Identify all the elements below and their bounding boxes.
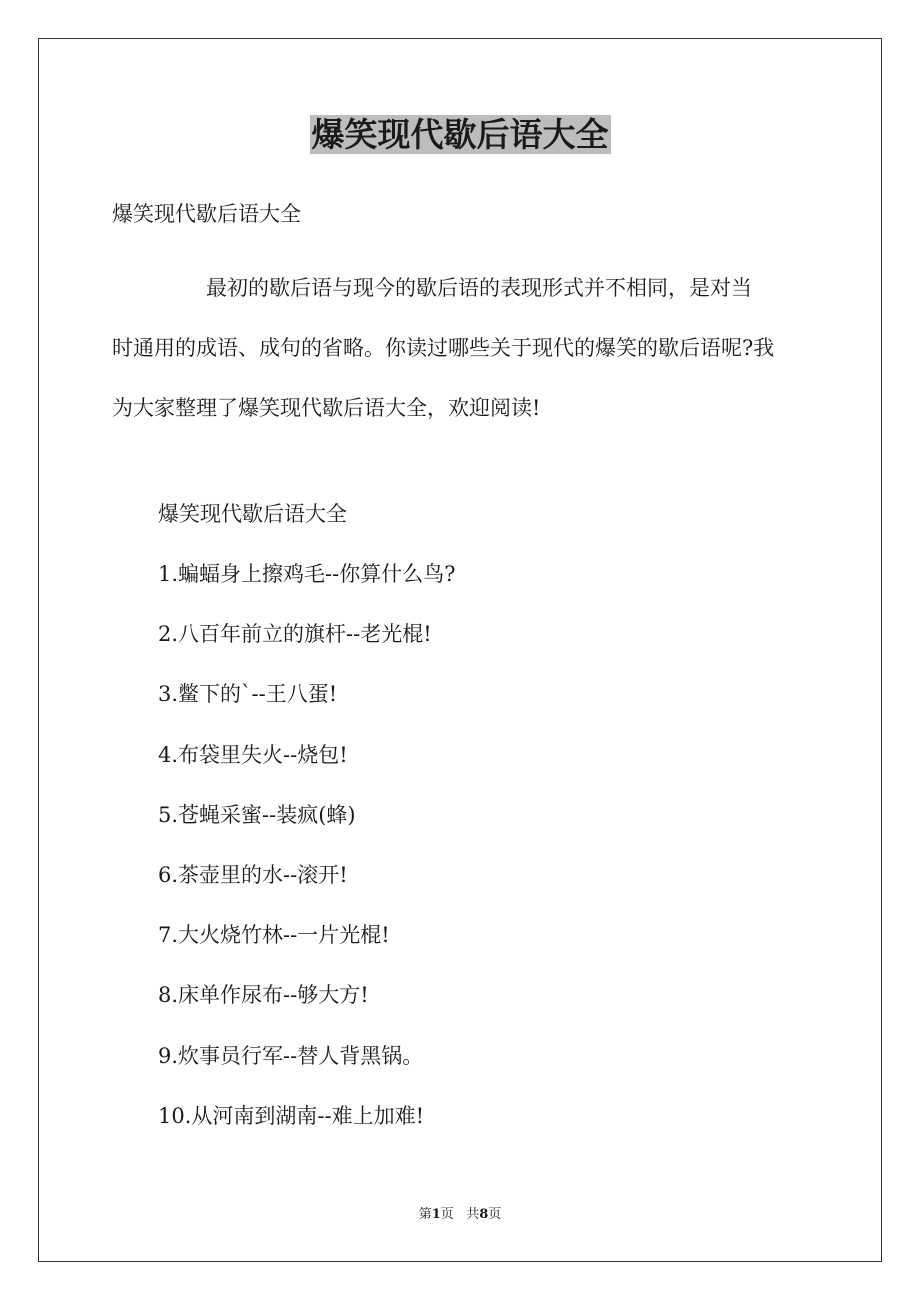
page-footer — [0, 1206, 920, 1224]
list-item: 9.炊事员行军--替人背黑锅。 — [158, 1043, 424, 1068]
page-prefix: 第 — [418, 1207, 432, 1222]
document-title — [0, 112, 920, 158]
list-item: 7.大火烧竹林--一片光棍! — [158, 923, 390, 948]
list-item: 5.苍蝇采蜜--装疯(蜂) — [158, 802, 356, 827]
page-number: 1 — [431, 1207, 441, 1222]
document-subtitle: 爆笑现代歇后语大全 — [112, 202, 301, 226]
intro-line-2: 时通用的成语、成句的省略。你读过哪些关于现代的爆笑的歇后语呢?我 — [112, 336, 775, 360]
total-pages: 8 — [479, 1207, 489, 1222]
page-suffix: 页 — [440, 1207, 454, 1222]
list-item: 10.从河南到湖南--难上加难! — [158, 1103, 425, 1128]
document-title-text: 爆笑现代歇后语大全 — [311, 115, 609, 154]
section-heading: 爆笑现代歇后语大全 — [158, 502, 347, 526]
list-item: 4.布袋里失火--烧包! — [158, 742, 348, 767]
list-item: 1.蝙蝠身上擦鸡毛--你算什么鸟? — [158, 562, 456, 586]
saying-list — [158, 558, 456, 1160]
list-item: 2.八百年前立的旗杆--老光棍! — [158, 622, 432, 647]
list-item: 3.鳖下的`--王八蛋! — [158, 682, 338, 707]
list-item: 6.茶壶里的水--滚开! — [158, 862, 348, 887]
intro-line-1: 最初的歇后语与现今的歇后语的表现形式并不相同，是对当 — [206, 276, 752, 300]
intro-paragraph — [112, 258, 848, 438]
list-item: 8.床单作尿布--够大方! — [158, 983, 369, 1008]
total-prefix: 共 — [466, 1207, 480, 1222]
intro-line-3: 为大家整理了爆笑现代歇后语大全，欢迎阅读! — [112, 396, 541, 420]
total-suffix: 页 — [488, 1207, 502, 1222]
